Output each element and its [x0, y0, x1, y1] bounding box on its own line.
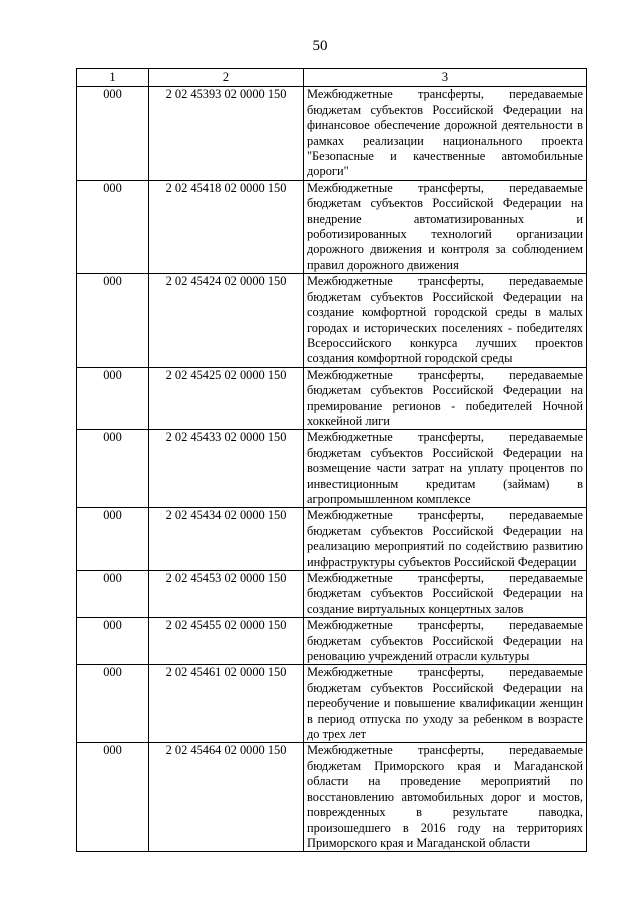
- revenue-code-cell: 2 02 45464 02 0000 150: [149, 743, 304, 852]
- table-row: [77, 430, 587, 508]
- revenue-code-cell: 2 02 45461 02 0000 150: [149, 665, 304, 743]
- revenue-code-cell: 2 02 45433 02 0000 150: [149, 430, 304, 508]
- revenue-name-cell: Межбюджетные трансферты, передаваемые бюджетам субъектов Российской Федерации на реализацию мероприятий по содействию развитию инфраструктуры субъектов Российской Федерации: [304, 508, 587, 571]
- admin-code-cell: 000: [77, 743, 149, 852]
- table-row: [77, 87, 587, 180]
- revenue-code-cell: 2 02 45425 02 0000 150: [149, 367, 304, 430]
- column-header-2: 2: [149, 69, 304, 87]
- table-row: [77, 743, 587, 852]
- revenue-name-cell: Межбюджетные трансферты, передаваемые бюджетам субъектов Российской Федерации на премирование регионов - победителей Ночной хоккейной лиги: [304, 367, 587, 430]
- column-header-1: 1: [77, 69, 149, 87]
- admin-code-cell: 000: [77, 618, 149, 665]
- revenue-name-cell: Межбюджетные трансферты, передаваемые бюджетам субъектов Российской Федерации на внедрение автоматизированных и роботизированных технологий организации дорожного движения и контроля за соблюдением правил дорожного движения: [304, 180, 587, 273]
- admin-code-cell: 000: [77, 367, 149, 430]
- table-row: [77, 274, 587, 367]
- table-row: [77, 618, 587, 665]
- admin-code-cell: 000: [77, 665, 149, 743]
- admin-code-cell: 000: [77, 508, 149, 571]
- revenue-name-cell: Межбюджетные трансферты, передаваемые бюджетам субъектов Российской Федерации на создание виртуальных концертных залов: [304, 571, 587, 618]
- revenue-code-cell: 2 02 45424 02 0000 150: [149, 274, 304, 367]
- revenue-code-cell: 2 02 45453 02 0000 150: [149, 571, 304, 618]
- admin-code-cell: 000: [77, 430, 149, 508]
- table-row: [77, 665, 587, 743]
- column-header-3: 3: [304, 69, 587, 87]
- revenue-code-cell: 2 02 45418 02 0000 150: [149, 180, 304, 273]
- admin-code-cell: 000: [77, 180, 149, 273]
- admin-code-cell: 000: [77, 87, 149, 180]
- page-number: 50: [312, 38, 328, 54]
- admin-code-cell: 000: [77, 571, 149, 618]
- revenue-name-cell: Межбюджетные трансферты, передаваемые бюджетам субъектов Российской Федерации на переобучение и повышение квалификации женщин в период отпуска по уходу за ребенком в возрасте до трех лет: [304, 665, 587, 743]
- table-header-row: [77, 69, 587, 87]
- revenue-name-cell: Межбюджетные трансферты, передаваемые бюджетам субъектов Российской Федерации на создание комфортной городской среды в малых городах и исторических поселениях - победителях Всероссийского конкурса лучших проектов создания комфортной городской среды: [304, 274, 587, 367]
- table-row: [77, 571, 587, 618]
- table-row: [77, 367, 587, 430]
- table-row: [77, 508, 587, 571]
- budget-classification-table: [76, 68, 587, 852]
- revenue-name-cell: Межбюджетные трансферты, передаваемые бюджетам субъектов Российской Федерации на финансовое обеспечение дорожной деятельности в рамках реализации национального проекта "Безопасные и качественные автомобильные дороги": [304, 87, 587, 180]
- revenue-code-cell: 2 02 45393 02 0000 150: [149, 87, 304, 180]
- admin-code-cell: 000: [77, 274, 149, 367]
- revenue-code-cell: 2 02 45434 02 0000 150: [149, 508, 304, 571]
- table-row: [77, 180, 587, 273]
- revenue-name-cell: Межбюджетные трансферты, передаваемые бюджетам Приморского края и Магаданской области на проведение мероприятий по восстановлению автомобильных дорог и мостов, поврежденных в результате паводка, произошедшего в 2016 году на территориях Приморского края и Магаданской области: [304, 743, 587, 852]
- revenue-name-cell: Межбюджетные трансферты, передаваемые бюджетам субъектов Российской Федерации на реновацию учреждений отрасли культуры: [304, 618, 587, 665]
- revenue-code-cell: 2 02 45455 02 0000 150: [149, 618, 304, 665]
- revenue-name-cell: Межбюджетные трансферты, передаваемые бюджетам субъектов Российской Федерации на возмещение части затрат на уплату процентов по инвестиционным кредитам (займам) в агропромышленном комплексе: [304, 430, 587, 508]
